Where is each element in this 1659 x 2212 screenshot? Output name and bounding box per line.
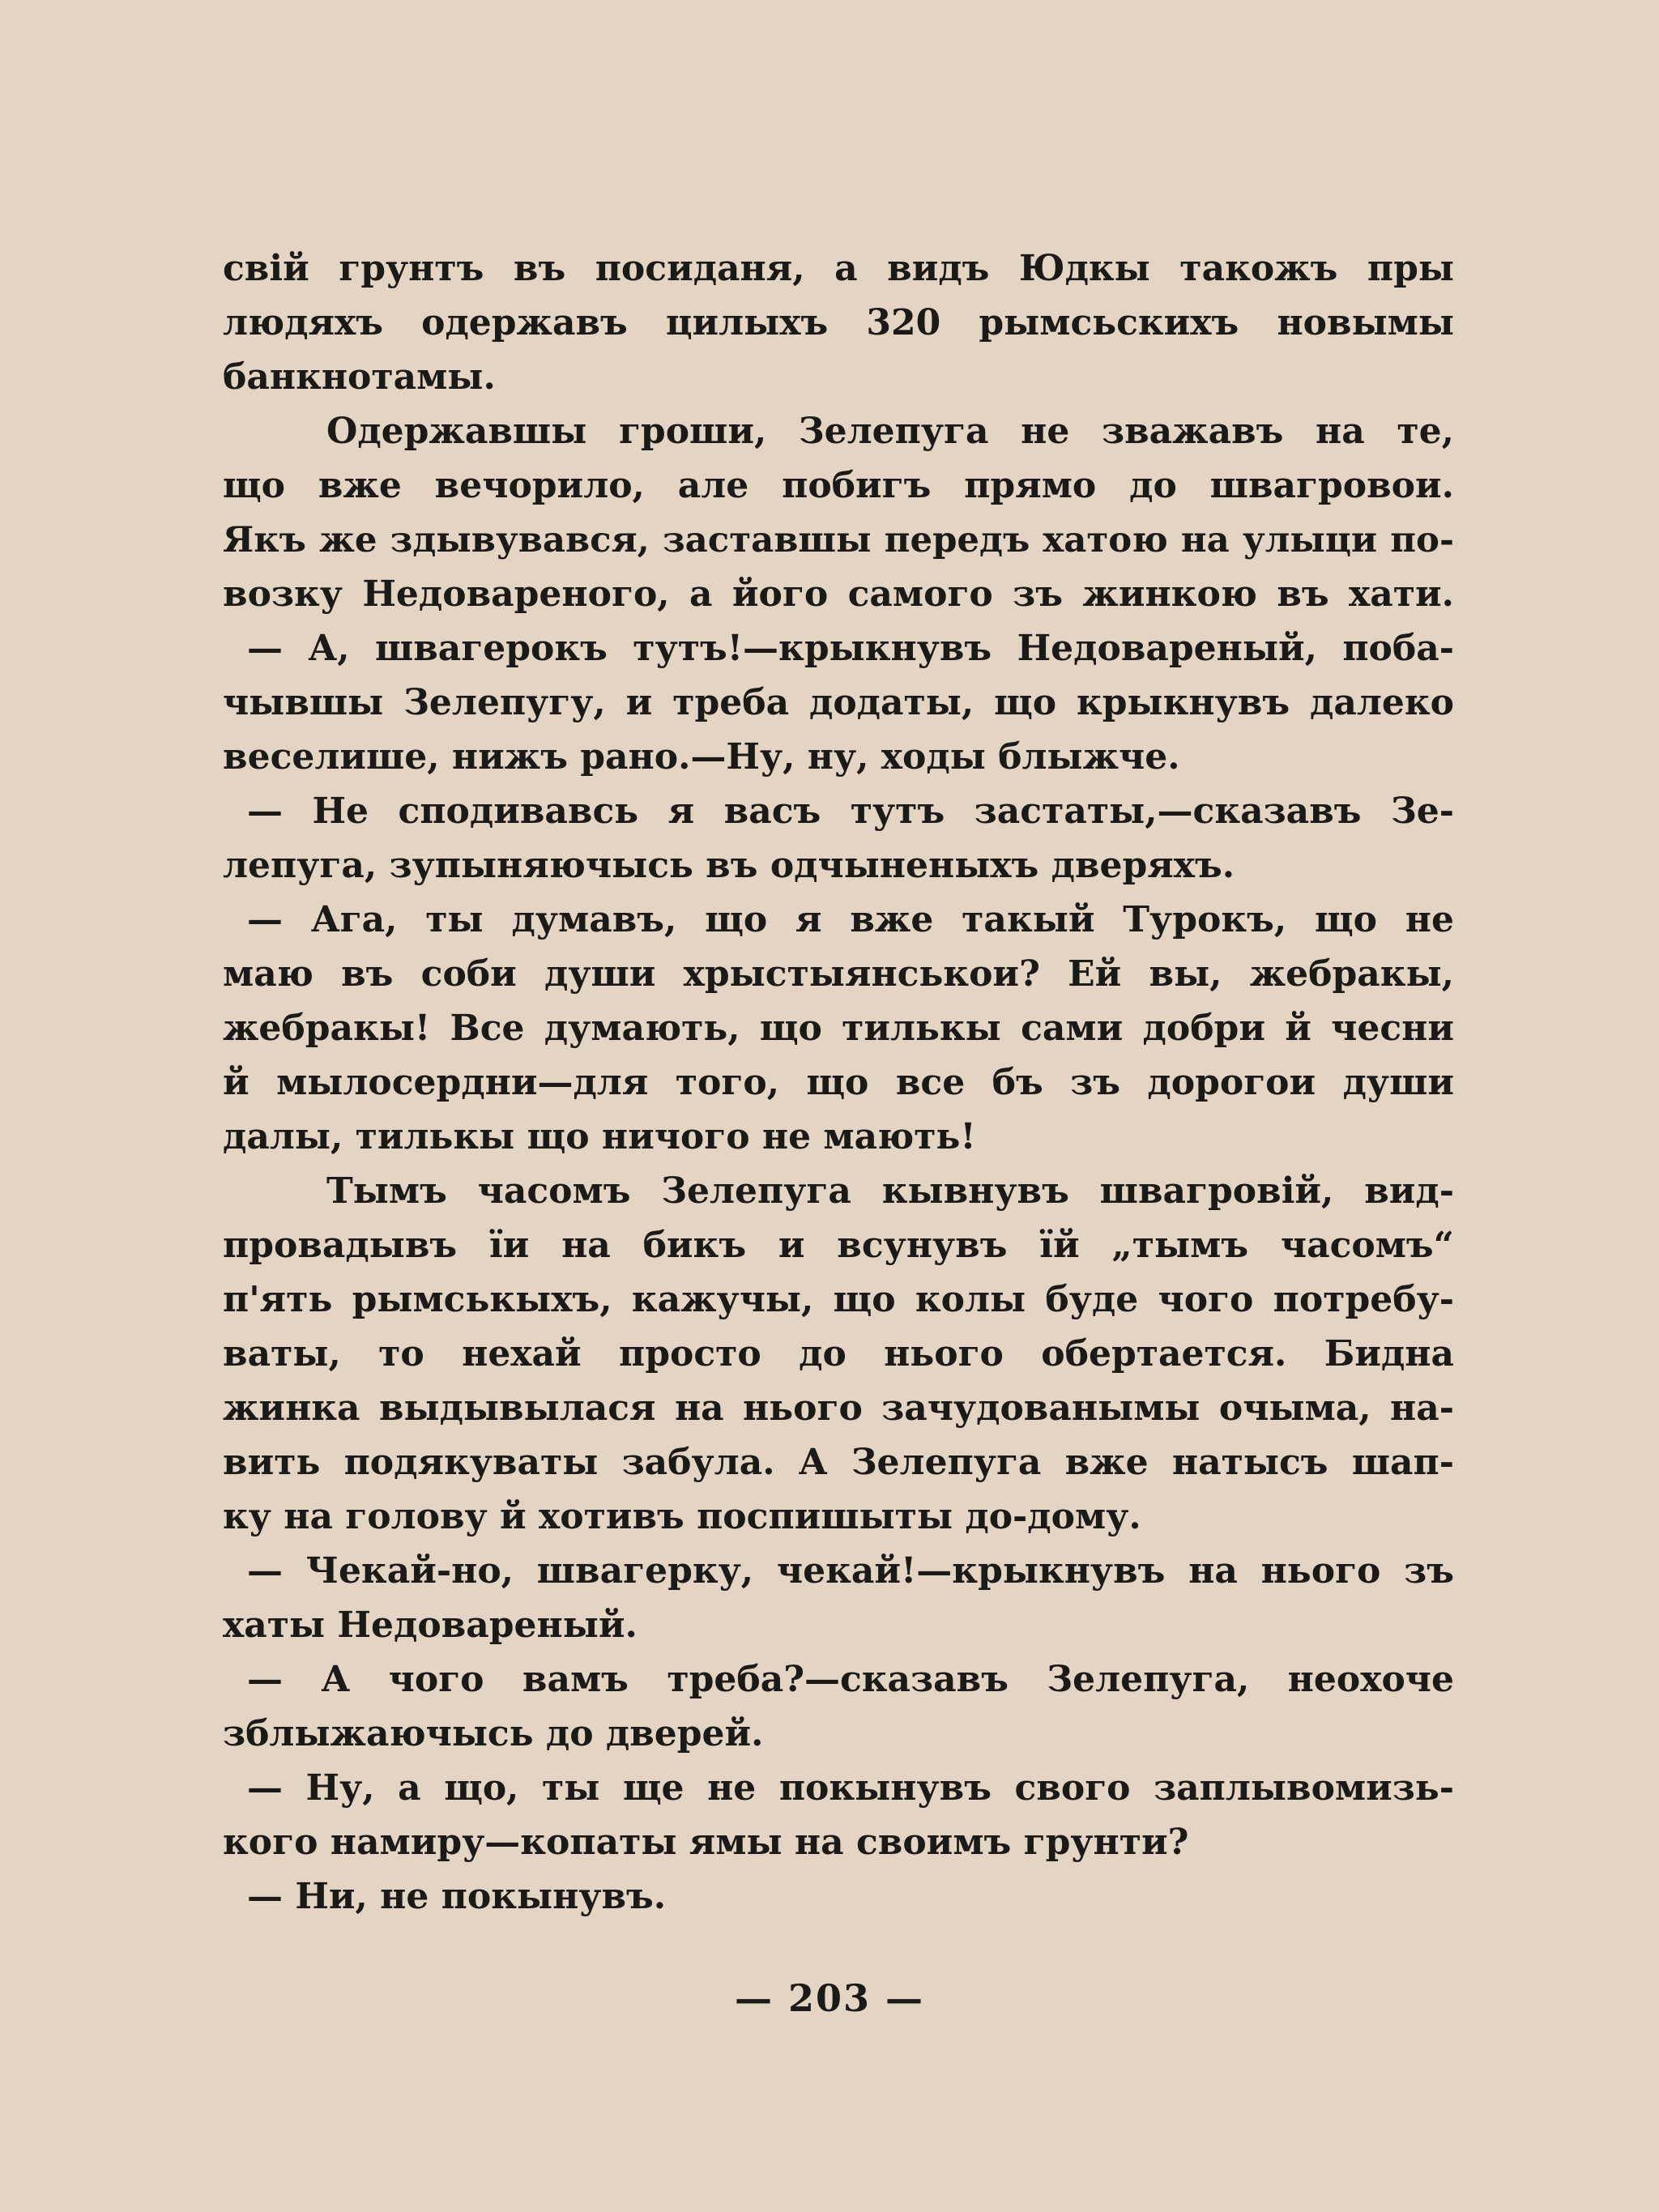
text-line: — Чекай-но, швагерку, чекай!—крыкнувъ на нього зъ [247,1550,1454,1592]
text-line: Тымъ часомъ Зелепуга кывнувъ швагровій, вид- [326,1170,1454,1212]
text-line: веселише, нижъ рано.—Ну, ну, ходы блыжче. [223,736,1180,778]
body-text [223,241,1454,1924]
text-line: — А, швагерокъ тутъ!—крыкнувъ Недовареный, поба- [247,628,1454,669]
text-line: кого намиру—копаты ямы на своимъ грунти? [223,1822,1189,1863]
text-line: свій грунтъ въ посиданя, а видъ Юдкы такожъ пры [223,248,1454,289]
text-line: вить подякуваты забула. А Зелепуга вже натысъ шап- [223,1442,1454,1483]
text-line: — А чого вамъ треба?—сказавъ Зелепуга, неохоче [247,1659,1454,1700]
text-line: людяхъ одержавъ цилыхъ 320 рымсьскихъ новымы [223,302,1454,343]
text-line: лепуга, зупыняючысь въ одчыненыхъ дверяхъ. [223,845,1235,886]
text-line: — Ну, а що, ты ще не покынувъ свого заплывомизь- [247,1767,1454,1809]
text-line: жинка выдывылася на нього зачудованымы очыма, на- [223,1387,1454,1429]
text-line: й мылосердни—для того, що все бъ зъ дорогои души [223,1062,1454,1103]
text-line: — Ага, ты думавъ, що я вже такый Турокъ, що не [247,899,1454,940]
text-line: жебракы! Все думають, що тилькы сами добри й чесни [223,1008,1454,1049]
text-line: п'ять рымськыхъ, кажучы, що колы буде чого потребу- [223,1279,1454,1320]
text-line: — Ни, не покынувъ. [247,1876,667,1917]
page-number: — 203 — [734,1976,925,2020]
text-line: що вже вечорило, але побигъ прямо до швагровои. [223,465,1454,506]
text-line: маю въ соби души хрыстыянськои? Ей вы, жебракы, [223,953,1454,995]
text-line: возку Недовареного, а його самого зъ жинкою въ хати. [223,573,1454,615]
text-line: Одержавшы гроши, Зелепуга не зважавъ на те, [326,411,1454,452]
text-line: ваты, то нехай просто до нього обертается. Бидна [223,1333,1454,1375]
text-line: — Не сподивавсь я васъ тутъ застаты,—сказавъ Зе- [247,791,1454,832]
text-line: чывшы Зелепугу, и треба додаты, що крыкнувъ далеко [223,682,1454,723]
text-line: зблыжаючысь до дверей. [223,1713,764,1754]
text-line: далы, тилькы що ничого не мають! [223,1116,976,1157]
text-line: хаты Недовареный. [223,1605,638,1646]
text-line: провадывъ їи на бикъ и всунувъ їй „тымъ часомъ“ [223,1225,1454,1266]
text-line: ку на голову й хотивъ поспишыты до-дому. [223,1496,1141,1537]
text-line: банкнотамы. [223,356,496,398]
text-line: Якъ же здывувався, заставшы передъ хатою на улыци по- [223,519,1454,560]
